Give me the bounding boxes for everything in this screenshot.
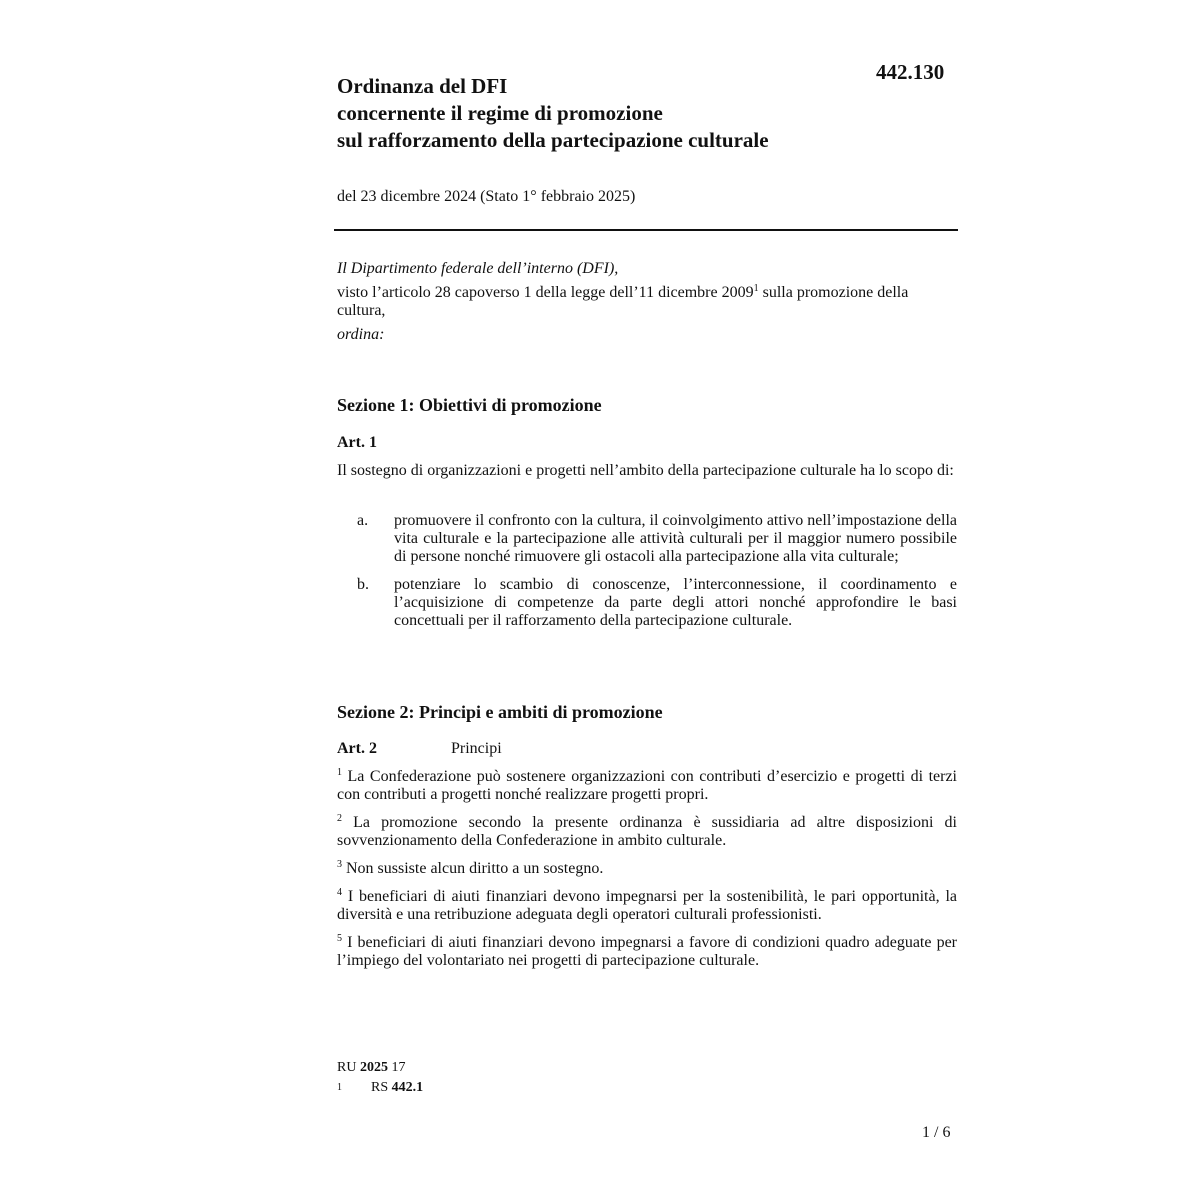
list-item xyxy=(337,512,957,566)
paragraph xyxy=(337,814,957,850)
title-line-2: concernente il regime di promozione xyxy=(337,101,663,125)
art-1-intro xyxy=(337,462,957,490)
paragraph xyxy=(337,888,957,924)
ru-prefix: RU xyxy=(337,1060,360,1075)
page-number: 1 / 6 xyxy=(922,1124,951,1141)
paragraph-text: I beneficiari di aiuti finanziari devono impegnarsi per la sostenibilità, le pari opportunità, la diversità e una retribuzione adeguata degli operatori culturali professionisti. xyxy=(337,888,957,923)
legal-basis-text-a: visto l’articolo 28 capoverso 1 della legge dell’11 dicembre 2009 xyxy=(337,284,754,301)
list-marker: a. xyxy=(357,512,369,529)
footnote-reference[interactable]: 442.1 xyxy=(391,1080,424,1095)
paragraph xyxy=(337,860,957,878)
ru-year: 2025 xyxy=(359,1060,388,1075)
preamble-legal-basis xyxy=(337,284,957,320)
art-1-intro-text: Il sostegno di organizzazioni e progetti nell’ambito della partecipazione culturale ha lo scopo di: xyxy=(337,462,954,479)
paragraph xyxy=(337,934,957,970)
legal-basis-text-b: sulla promozione della cultura, xyxy=(337,284,909,319)
paragraph-number: 1 xyxy=(337,767,342,778)
ru-reference xyxy=(337,1058,423,1078)
document-title xyxy=(337,73,769,154)
ru-number: 17 xyxy=(387,1060,406,1075)
title-line-3: sul rafforzamento della partecipazione culturale xyxy=(337,128,769,152)
list-item-text: promuovere il confronto con la cultura, il coinvolgimento attivo nell’impostazione della vita culturale e la partecipazione alle attività culturali per il maggior numero possibile di persone nonché rimuovere gli ostacoli alla partecipazione alla vita culturale; xyxy=(394,512,957,565)
paragraph xyxy=(337,768,957,804)
art-2-paragraphs xyxy=(337,768,957,980)
header-divider xyxy=(334,229,958,231)
preamble-authority: Il Dipartimento federale dell’interno (DFI), xyxy=(337,260,619,277)
footnote-number: 1 xyxy=(337,1082,342,1093)
sr-number: 442.130 xyxy=(876,60,945,84)
section-2-heading: Sezione 2: Principi e ambiti di promozione xyxy=(337,702,663,722)
preamble xyxy=(337,260,957,350)
list-item xyxy=(337,576,957,630)
paragraph-number: 3 xyxy=(337,859,342,870)
preamble-ordina: ordina: xyxy=(337,326,385,343)
list-item-text: potenziare lo scambio di conoscenze, l’interconnessione, il coordinamento e l’acquisizione di competenze da parte degli attori nonché approfondire le basi concettuali per il rafforzamento della partecipazione culturale. xyxy=(394,576,957,629)
paragraph-text: La Confederazione può sostenere organizzazioni con contributi d’esercizio e progetti di terzi con contributi a progetti nonché realizzare progetti propri. xyxy=(337,768,957,803)
footnote-ref-1[interactable]: 1 xyxy=(753,283,759,294)
document-date: del 23 dicembre 2024 (Stato 1° febbraio 2025) xyxy=(337,188,636,205)
title-line-1: Ordinanza del DFI xyxy=(337,74,508,98)
footer-notes xyxy=(337,1058,423,1098)
paragraph-number: 5 xyxy=(337,933,342,944)
footnote-prefix: RS xyxy=(371,1080,392,1095)
art-2-title: Principi xyxy=(451,740,502,757)
paragraph-number: 2 xyxy=(337,813,342,824)
art-1-heading xyxy=(337,434,451,452)
art-2-heading xyxy=(337,740,502,758)
paragraph-text: La promozione secondo la presente ordinanza è sussidiaria ad altre disposizioni di sovvenzionamento della Confederazione in ambito culturale. xyxy=(337,814,957,849)
art-1-list xyxy=(337,512,957,640)
paragraph-number: 4 xyxy=(337,887,342,898)
paragraph-text: I beneficiari di aiuti finanziari devono impegnarsi a favore di condizioni quadro adeguate per l’impiego del volontariato nei progetti di partecipazione culturale. xyxy=(337,934,957,969)
section-1-heading: Sezione 1: Obiettivi di promozione xyxy=(337,395,602,415)
list-marker: b. xyxy=(357,576,369,593)
art-1-label: Art. 1 xyxy=(337,434,377,451)
paragraph-text: Non sussiste alcun diritto a un sostegno. xyxy=(342,860,604,877)
footnote-1 xyxy=(337,1078,423,1098)
art-2-label: Art. 2 xyxy=(337,740,377,757)
